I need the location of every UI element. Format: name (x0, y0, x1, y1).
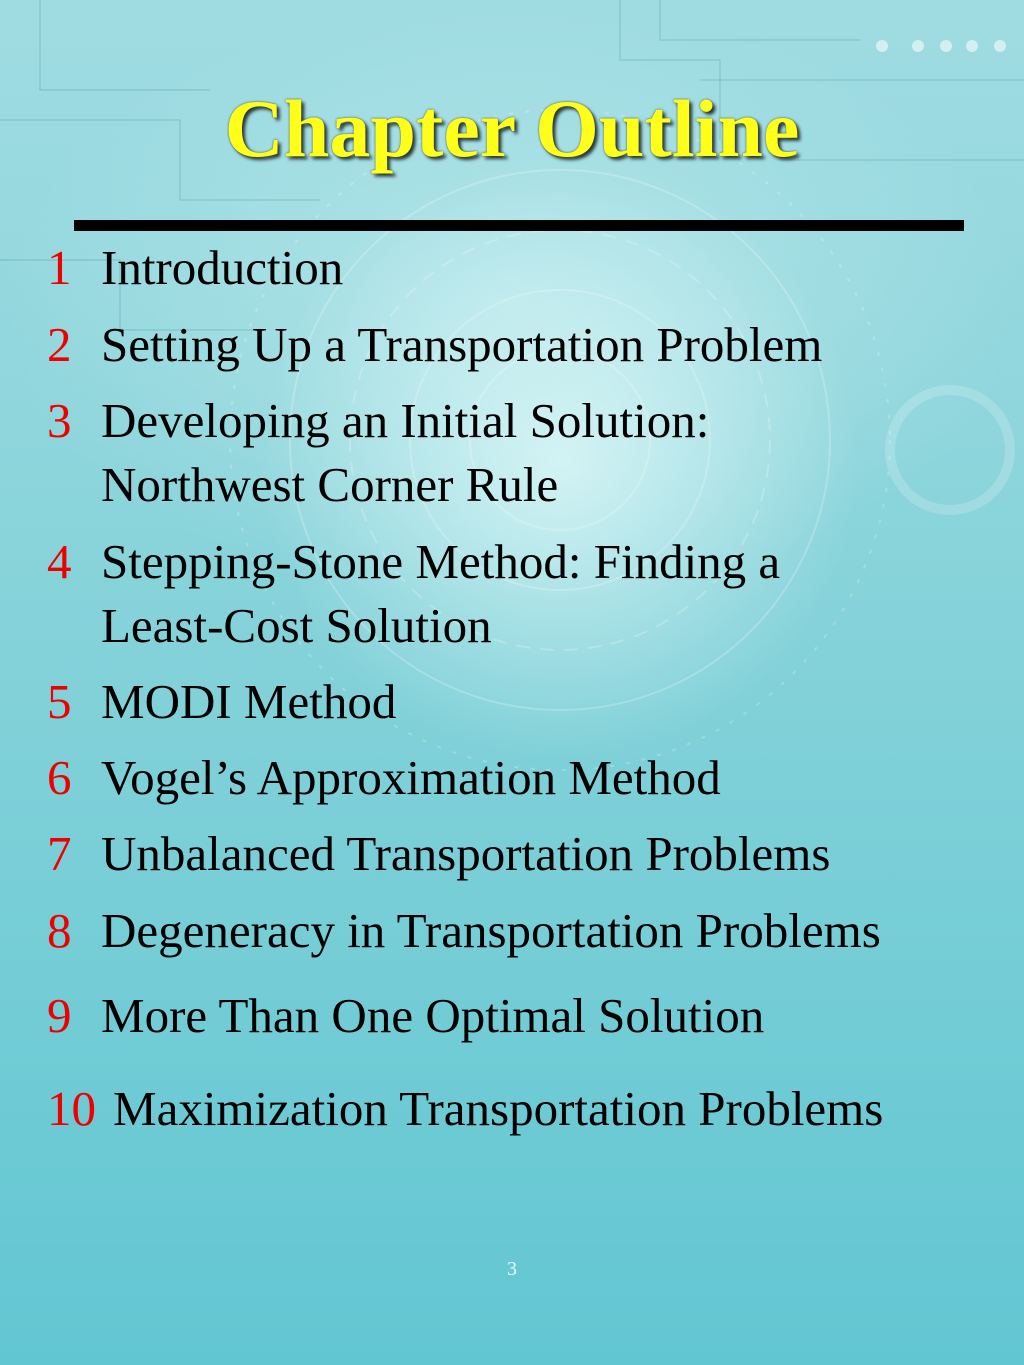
item-number: 7 (47, 826, 72, 881)
item-text: Setting Up a Transportation Problem (101, 317, 823, 372)
item-text: Unbalanced Transportation Problems (101, 826, 831, 881)
outline-item-2 (47, 313, 822, 377)
outline-item-7 (47, 822, 830, 886)
outline-item-8 (47, 899, 881, 963)
item-text-line-1: Stepping-Stone Method: Finding a (101, 534, 781, 589)
item-number: 9 (47, 988, 72, 1043)
outline-item-1 (47, 236, 343, 300)
outline-item-9 (47, 984, 764, 1048)
outline-item-6 (47, 746, 721, 810)
item-text-line-2: Northwest Corner Rule (101, 457, 559, 512)
item-text: Maximization Transportation Problems (113, 1081, 884, 1136)
outline-item-10 (47, 1077, 883, 1141)
item-text (101, 530, 780, 658)
item-number: 1 (47, 240, 72, 295)
item-number: 6 (47, 750, 72, 805)
outline-item-3 (47, 389, 709, 517)
item-text: Introduction (101, 240, 344, 295)
slide-title: Chapter Outline (224, 83, 800, 174)
title-underline (74, 220, 964, 231)
item-text-line-1: Developing an Initial Solution: (101, 393, 710, 448)
outline-item-5 (47, 670, 396, 734)
item-text: MODI Method (101, 674, 397, 729)
item-text-line-2: Least-Cost Solution (101, 598, 492, 653)
item-number: 5 (47, 674, 72, 729)
item-number: 2 (47, 317, 72, 372)
item-text: Vogel’s Approximation Method (101, 750, 721, 805)
outline-item-4 (47, 530, 780, 658)
item-text: Degeneracy in Transportation Problems (101, 903, 881, 958)
item-number: 10 (47, 1081, 96, 1136)
item-number: 4 (47, 534, 72, 589)
item-number: 8 (47, 903, 72, 958)
item-text (101, 389, 709, 517)
item-text: More Than One Optimal Solution (101, 988, 765, 1043)
item-number: 3 (47, 393, 72, 448)
page-number: 3 (507, 1258, 517, 1280)
